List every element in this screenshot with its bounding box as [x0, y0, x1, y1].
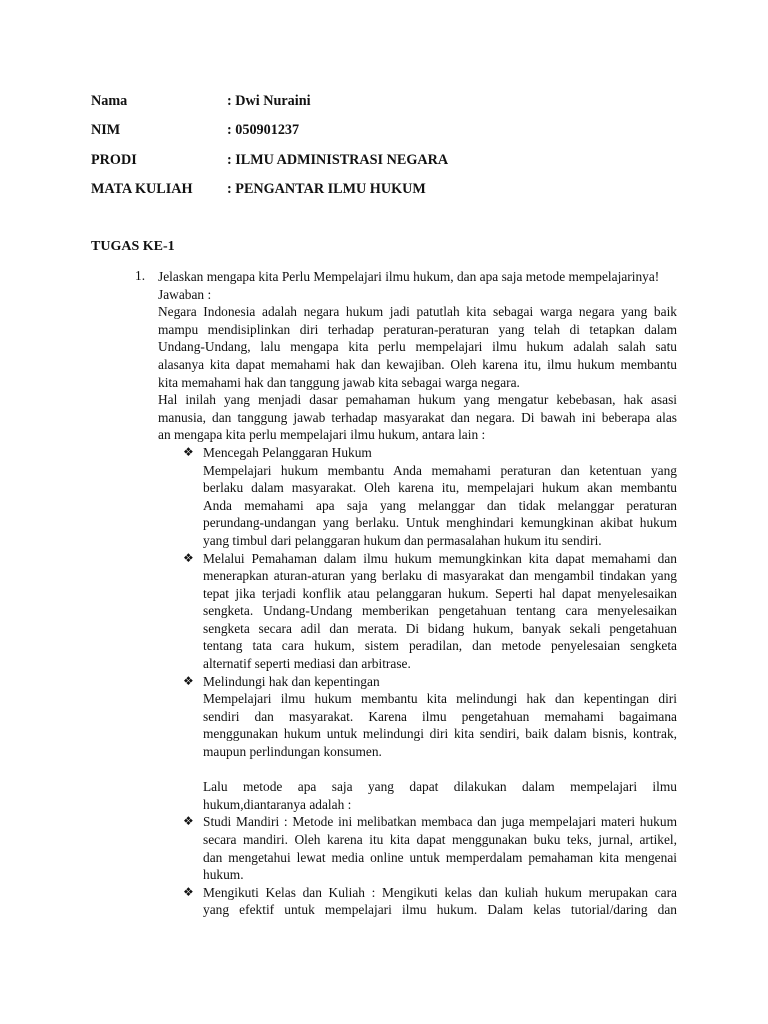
reason-line: sengketa. Undang-Undang memberikan pengetahuan tentang cara menyelesaikan [203, 603, 677, 619]
reason-item-1 [183, 444, 677, 550]
diamond-bullet-icon: ❖ [183, 884, 194, 899]
paragraph-line: mampu mendisiplinkan diri terhadap peraturan-peraturan yang telah di tetapkan dalam [158, 321, 677, 337]
reason-title: Mencegah Pelanggaran Hukum [203, 444, 372, 460]
blank-line [203, 761, 677, 779]
question-number: 1. [135, 268, 146, 283]
answer-label: Jawaban : [158, 286, 212, 302]
reason-line: tepat jika terjadi konflik atau pelanggaran hukum. Seperti hal dapat menyelesaikan [203, 585, 677, 601]
reason-line: sendiri dan masyarakat. Karena ilmu pengetahuan memahami bagaimana [203, 708, 677, 724]
method-line: Studi Mandiri : Metode ini melibatkan membaca dan juga mempelajari materi hukum [203, 814, 677, 830]
reason-line: menggunakan hukum untuk melindungi diri kita sendiri, baik dalam bisnis, kontrak, [203, 726, 677, 742]
nama-value: : Dwi Nuraini [227, 93, 311, 109]
method-line: hukum. [203, 867, 244, 883]
methods-intro-line: Lalu metode apa saja yang dapat dilakukan dalam mempelajari ilmu [203, 779, 677, 795]
reason-line: yang timbul dari pelanggaran hukum dan permasalahan hukum itu sendiri. [203, 532, 602, 548]
answer-paragraph-1 [158, 303, 677, 391]
reason-line: sengketa secara adil dan merata. Di bidang hukum, banyak sekali pengetahuan [203, 620, 677, 636]
methods-intro-line: hukum,diantaranya adalah : [203, 796, 352, 812]
method-item-1 [183, 813, 677, 883]
reason-line: berlaku dalam masyarakat. Oleh karena itu, mempelajari hukum akan membantu [203, 480, 677, 496]
paragraph-line: Hal inilah yang menjadi dasar pemahaman hukum yang mengatur kebebasan, hak asasi [158, 392, 677, 408]
reason-line: Mempelajari ilmu hukum membantu kita melindungi hak dan kepentingan diri [203, 691, 677, 707]
reason-list [183, 444, 677, 919]
task-title: TUGAS KE-1 [91, 239, 175, 254]
reason-line: Melalui Pemahaman dalam ilmu hukum memungkinkan kita dapat memahami dan [203, 550, 677, 566]
question-body [158, 268, 677, 919]
nama-label: Nama [91, 93, 128, 109]
paragraph-line: Negara Indonesia adalah negara hukum jadi patutlah kita sebagai warga negara yang baik [158, 304, 677, 320]
method-item-2 [183, 884, 677, 919]
diamond-bullet-icon: ❖ [183, 444, 194, 459]
paragraph-line: Undang-Undang, lalu mengapa kita perlu mempelajari ilmu hukum adalah salah satu [158, 339, 677, 355]
method-line: dan mengetahui lewat media online untuk memperdalam pemahaman kita mengenai [203, 849, 677, 865]
mata-kuliah-label: MATA KULIAH [91, 180, 193, 197]
diamond-bullet-icon: ❖ [183, 673, 194, 688]
paragraph-line: alasanya kita dapat memahami hak dan kewajiban. Oleh karena itu, ilmu hukum membantu [158, 356, 677, 372]
reason-line: Mempelajari hukum membantu Anda memahami peraturan dan ketentuan yang [203, 462, 677, 478]
method-line: secara mandiri. Oleh karena itu kita dapat menggunakan buku teks, jurnal, artikel, [203, 832, 677, 847]
reason-line: alternatif seperti mediasi dan arbitrase. [203, 656, 411, 672]
reason-line: maupun perlindungan konsumen. [203, 744, 382, 760]
answer-paragraph-2 [158, 391, 677, 444]
reason-title: Melindungi hak dan kepentingan [203, 673, 380, 689]
reason-line: perundang-undangan yang berlaku. Untuk menghindari kemungkinan akibat hukum [203, 515, 677, 531]
prodi-value: : ILMU ADMINISTRASI NEGARA [227, 151, 449, 168]
method-line: yang efektif untuk mempelajari ilmu hukum. Dalam kelas tutorial/daring dan [203, 902, 677, 918]
paragraph-line: kita memahami hak dan tanggung jawab kita sebagai warga negara. [158, 374, 520, 390]
paragraph-line: manusia, dan tanggung jawab terhadap masyarakat dan negara. Di bawah ini beberapa alas [158, 409, 677, 425]
diamond-bullet-icon: ❖ [183, 550, 194, 565]
reason-line: Anda memahami apa saja yang melanggar dan tidak melanggar peraturan [203, 497, 677, 513]
nim-value: : 050901237 [227, 122, 300, 139]
method-line: Mengikuti Kelas dan Kuliah : Mengikuti kelas dan kuliah hukum merupakan cara [203, 884, 677, 900]
paragraph-line: an mengapa kita perlu mempelajari ilmu hukum, antara lain : [158, 427, 486, 443]
diamond-bullet-icon: ❖ [183, 814, 194, 829]
reason-item-3 [183, 673, 677, 761]
reason-line: menerapkan aturan-aturan yang berlaku di masyarakat dan mengambil tindakan yang [203, 568, 677, 584]
reason-line: tentang tata cara hukum, sistem peradilan, dan metode penyelesaian sengketa [203, 638, 677, 654]
nim-label: NIM [91, 122, 121, 139]
reason-item-2 [183, 550, 677, 673]
mata-kuliah-value: : PENGANTAR ILMU HUKUM [227, 180, 426, 197]
methods-intro [203, 778, 677, 813]
question-text: Jelaskan mengapa kita Perlu Mempelajari ilmu hukum, dan apa saja metode mempelajarinya! [158, 269, 660, 284]
prodi-label: PRODI [91, 151, 137, 168]
